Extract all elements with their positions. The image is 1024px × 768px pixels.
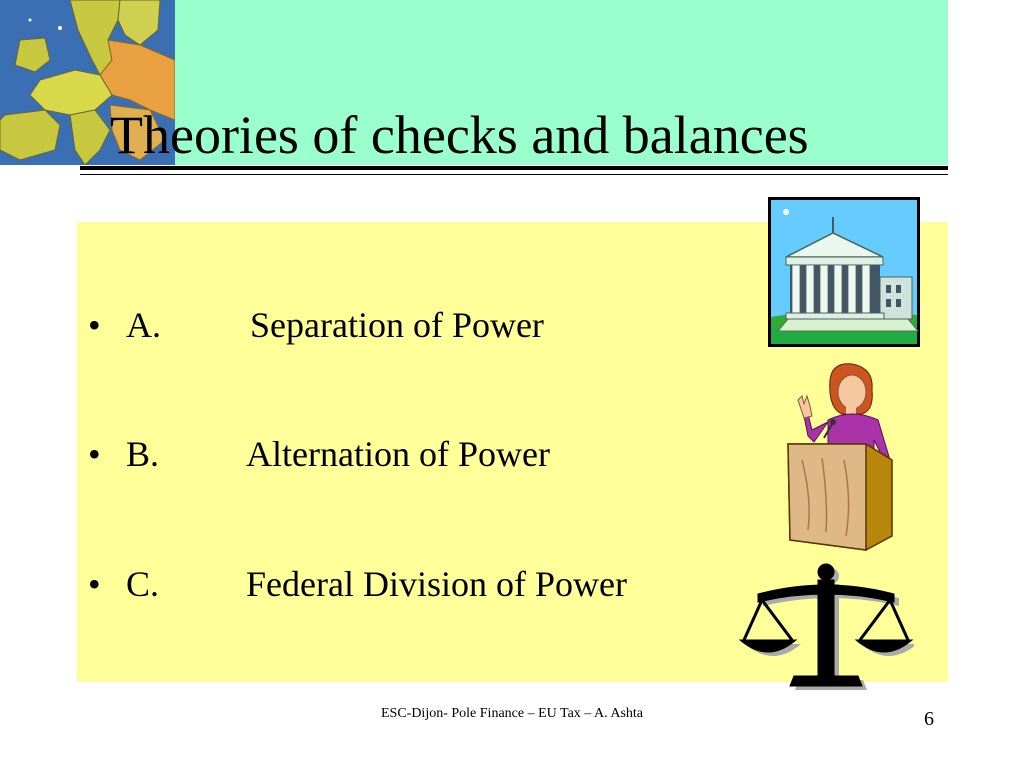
bullet-letter: C. (126, 564, 160, 604)
bullet-text: Federal Division of Power (246, 564, 627, 604)
bullet-marker: • (88, 305, 101, 345)
page-number: 6 (924, 708, 934, 730)
bullet-text: Separation of Power (250, 305, 544, 345)
slide-footer: ESC-Dijon- Pole Finance – EU Tax – A. Ashta (380, 706, 644, 721)
title-underline (80, 166, 948, 170)
slide-title: Theories of checks and balances (110, 105, 809, 165)
bullet-letter: B. (126, 434, 160, 474)
bullet-text: Alternation of Power (246, 434, 550, 474)
bullet-letter: A. (126, 305, 161, 345)
scales-of-justice-clipart (738, 560, 914, 692)
speaker-at-podium-clipart (782, 360, 898, 560)
government-building-clipart (768, 197, 920, 347)
title-underline-thin (80, 174, 948, 175)
bullet-marker: • (88, 434, 101, 474)
bullet-marker: • (88, 564, 101, 604)
